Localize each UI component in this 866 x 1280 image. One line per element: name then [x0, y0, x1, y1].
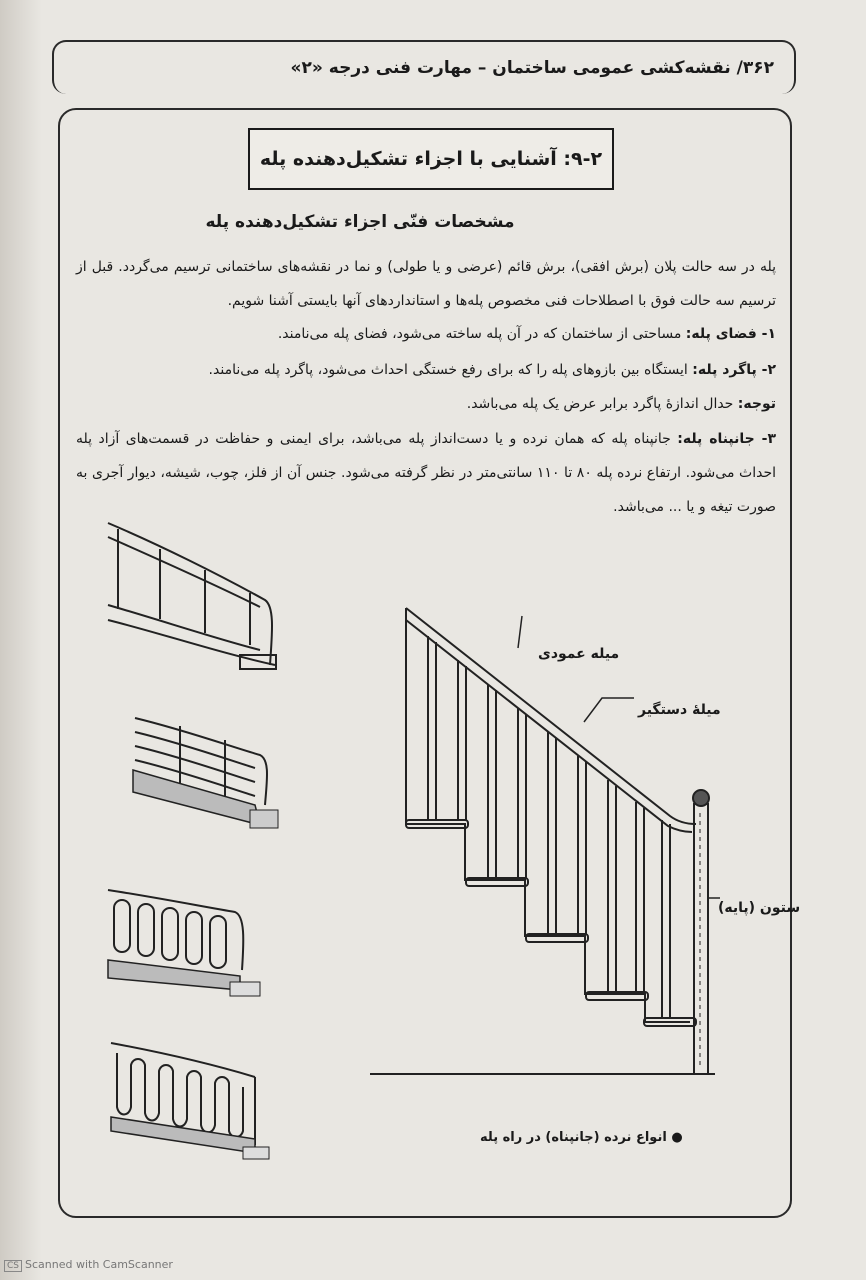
- item-railing-text: جانپناه پله که همان نرده و یا دست‌انداز پله می‌باشد، برای ایمنی و حفاظت در قسمت‌های آزاد پله احداث می‌شود. ارتفاع نرده پله ۸۰ تا ۱۱۰ سانتی‌متر در نظر گرفته می‌شود. جنس آن از فلز، چوب، شیشه، دیوار آجری به صورت تیغه و یا ... می‌باشد.: [76, 431, 776, 515]
- label-handrail: میلهٔ دستگیر: [638, 702, 721, 718]
- railing-sketch-3: [100, 880, 270, 1005]
- railing-sketch-4: [105, 1035, 275, 1165]
- item-landing-text: ایستگاه بین بازوهای پله را که برای رفع خستگی احداث می‌شود، پاگرد پله می‌نامند.: [208, 362, 693, 378]
- page-edge-shadow: [0, 0, 42, 1280]
- note-term: توجه:: [737, 396, 776, 412]
- label-newel-post: ستون (پایه): [718, 900, 801, 916]
- railing-sketch-2: [125, 710, 285, 835]
- railing-sketch-1: [100, 515, 285, 680]
- camscanner-logo: CS: [4, 1260, 22, 1272]
- note-text: حدال اندازهٔ پاگرد برابر عرض یک پله می‌باشد.: [466, 396, 738, 412]
- scanner-text: Scanned with CamScanner: [25, 1258, 173, 1271]
- item-railing: [76, 422, 776, 524]
- item-stair-space-term: ۱- فضای پله:: [685, 326, 776, 342]
- item-landing: [209, 362, 776, 378]
- intro-paragraph: پله در سه حالت پلان (برش افقی)، برش قائم (عرضی و یا طولی) و نما در نقشه‌های ساختمانی ترسیم می‌گردد. قبل از ترسیم سه حالت فوق با اصطلاحات فنی مخصوص پله‌ها و استانداردهای آنها بایستی آشنا شویم.: [76, 259, 776, 309]
- section-subtitle: مشخصات فنّی اجزاء تشکیل‌دهنده پله: [205, 212, 515, 232]
- item-stair-space: [278, 326, 776, 342]
- label-baluster: میله عمودی: [538, 646, 620, 662]
- item-railing-term: ۳- جانپناه پله:: [677, 431, 776, 447]
- scanner-watermark: [4, 1258, 173, 1272]
- stair-railing-diagram: [370, 598, 720, 1078]
- note-landing: [467, 396, 776, 412]
- item-stair-space-text: مساحتی از ساختمان که در آن پله ساخته می‌شود، فضای پله می‌نامند.: [277, 326, 686, 342]
- figure-caption: ● انواع نرده (جانپناه) در راه پله: [480, 1130, 683, 1145]
- section-title: ۹-۲: آشنایی با اجزاء تشکیل‌دهنده پله: [248, 128, 614, 190]
- item-landing-term: ۲- پاگرد پله:: [692, 362, 776, 378]
- page-header-title: ۳۶۲/ نقشه‌کشی عمومی ساختمان – مهارت فنی درجه «۲»: [290, 58, 774, 78]
